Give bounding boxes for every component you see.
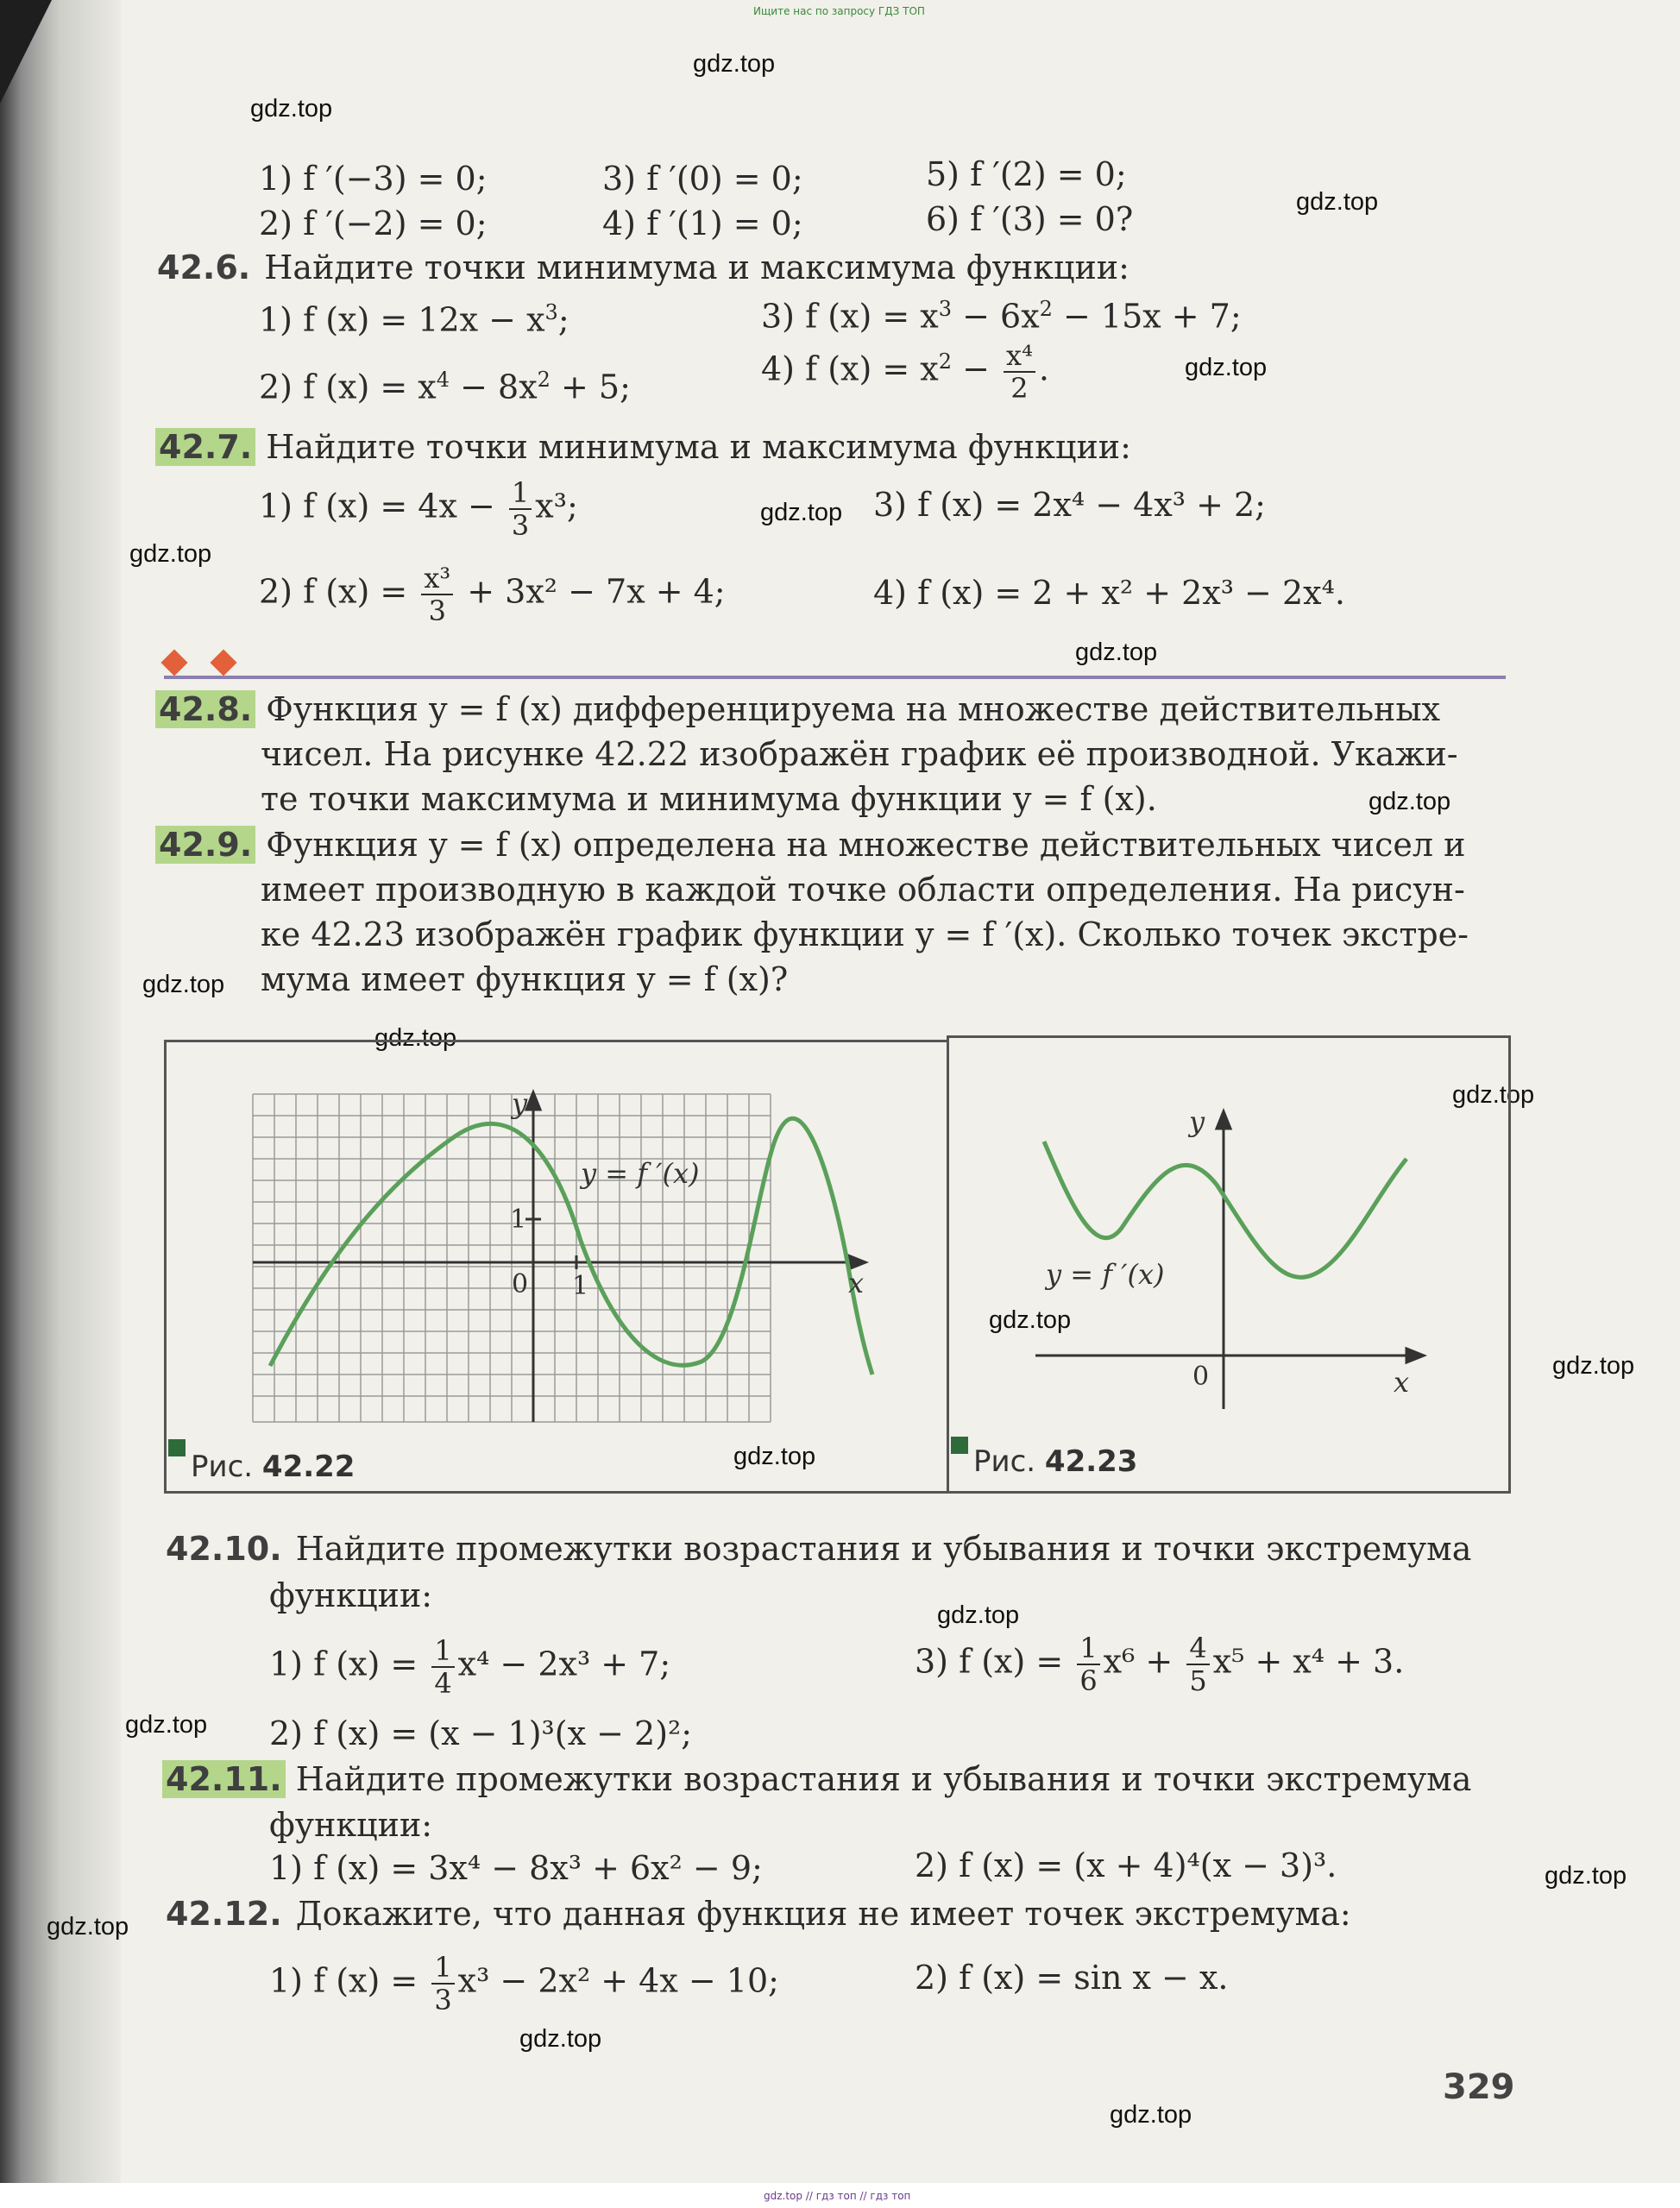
problem-42-7-a1: 1) f (x) = 4x − $\frac{1}{3}$ x³; [259,476,578,542]
x-axis-label: x [848,1267,865,1299]
watermark: gdz.top [693,50,776,78]
x-axis-label: x [1394,1366,1410,1399]
problem-42-7-heading [155,428,1131,466]
problem-42-7-a4: 4) f (x) = 2 + x² + 2x³ − 2x⁴. [873,574,1345,612]
problem-42-11-a1: 1) f (x) = 3x⁴ − 8x³ + 6x² − 9; [269,1849,763,1887]
problem-42-12-a2: 2) f (x) = sin x − x. [915,1959,1229,1997]
problem-42-6-heading [154,248,1129,286]
y-axis-label: y [1189,1105,1205,1138]
problem-42-6-a4: 4) f $(x) = x^2$ − $\frac{\text{x⁴}}{2}$ . [761,339,1049,405]
problem-42-6-a1: 1) f $(x) = 12x - x^3$; [259,300,569,339]
watermark: gdz.top [1110,2101,1192,2129]
figure-42-22 [164,1040,949,1494]
watermark: gdz.top [142,971,225,998]
watermark: gdz.top [733,1443,816,1470]
figure-caption: Рис. 42.22 [191,1450,356,1484]
problem-42-8-line3: те точки максимума и минимума функции y = f (x). [261,780,1157,818]
problem-42-7-a2: 2) f (x) = $\frac{\text{x³}}{3}$ + 3x² − 7x + 4; [259,562,726,627]
top-note: Ищите нас по запросу ГДЗ ТОП [753,5,925,17]
problem-42-11-line2: функции: [269,1806,433,1844]
problem-42-12-line1: 42.12. Докажите, что данная функция не имеет точек экстремума: [162,1895,1351,1933]
problem-number: 42.11. [162,1760,286,1798]
watermark: gdz.top [1185,354,1268,381]
y-axis-arrow-icon [526,1092,540,1110]
problem-42-10-line1: 42.10. Найдите промежутки возрастания и убывания и точки экстремума [162,1530,1471,1568]
origin-label: 0 [1192,1362,1210,1392]
book-corner [0,0,52,104]
problem-42-10-a2: 2) f (x) = (x − 1)³(x − 2)²; [269,1714,693,1752]
problem-42-11-a2: 2) f (x) = (x + 4)⁴(x − 3)³. [915,1846,1337,1884]
intro-item: 6) f ′(3) = 0? [926,200,1134,238]
fraction: $\frac{\text{x⁴}}{2}$ [1004,340,1035,404]
problem-number: 42.12. [166,1895,282,1933]
problem-number: 42.7. [155,428,255,466]
intro-item: 3) f ′(0) = 0; [602,160,803,198]
watermark: gdz.top [1296,188,1379,216]
book-spine-shadow [0,0,121,2208]
graph-42-22 [167,1042,947,1491]
graph-42-23 [949,1038,1508,1491]
watermark: gdz.top [760,499,843,526]
derivative-curve [1044,1142,1406,1277]
watermark: gdz.top [519,2025,602,2053]
problem-42-10-line2: функции: [269,1576,433,1614]
problem-42-9-line4: мума имеет функция y = f (x)? [261,960,789,998]
watermark: gdz.top [1452,1081,1535,1109]
fraction: $\frac{4}{5}$ [1186,1632,1209,1696]
bottom-note: gdz.top // гдз топ // гдз топ [764,2190,911,2202]
problem-42-7-a3: 3) f (x) = 2x⁴ − 4x³ + 2; [873,486,1266,524]
y-axis-label: y [512,1087,528,1120]
problem-42-9-line3: ке 42.23 изображён график функции y = f ′(x). Сколько точек экстре- [261,915,1469,953]
curve-label: y = f ′(x) [1046,1258,1165,1291]
fraction: $\frac{1}{3}$ [431,1952,454,2016]
curve-label: y = f ′(x) [581,1157,700,1190]
watermark: gdz.top [937,1601,1020,1629]
problem-42-8-line1: 42.8. Функция y = f (x) дифференцируема на множестве действительных [155,690,1440,728]
problem-number: 42.9. [155,826,255,864]
intro-item: 2) f ′(−2) = 0; [259,204,488,242]
intro-item: 5) f ′(2) = 0; [926,155,1127,193]
fraction: $\frac{1}{4}$ [431,1635,454,1699]
problem-42-9-line1: 42.9. Функция y = f (x) определена на множестве действительных чисел и [155,826,1465,864]
figure-caption: Рис. 42.23 [973,1444,1138,1479]
watermark: gdz.top [989,1306,1072,1334]
caption-marker-icon [168,1439,186,1456]
intro-item: 1) f ′(−3) = 0; [259,160,488,198]
fraction: $\frac{1}{6}$ [1077,1632,1099,1696]
watermark: gdz.top [125,1711,208,1739]
problem-text: Найдите точки минимума и максимума функции: [266,428,1131,466]
intro-item: 4) f ′(1) = 0; [602,204,803,242]
caption-marker-icon [951,1437,968,1454]
fraction: $\frac{\text{x³}}{3}$ [421,563,453,626]
x-axis-arrow-icon [1406,1349,1424,1362]
problem-42-6-a3: 3) f $(x) = x^3 - 6x^2 - 15x + 7$; [761,297,1242,336]
problem-42-12-a1: 1) f (x) = $\frac{1}{3}$ x³ − 2x² + 4x − 10; [269,1951,779,2016]
watermark: gdz.top [1545,1862,1627,1890]
watermark: gdz.top [250,95,333,123]
y-axis-arrow-icon [1217,1111,1230,1129]
y-unit-label: 1 [510,1205,527,1235]
figure-42-23 [947,1035,1511,1494]
watermark: gdz.top [47,1913,129,1941]
origin-label: 0 [512,1269,529,1299]
fraction: $\frac{1}{3}$ [509,477,532,541]
problem-42-10-a3: 3) f (x) = $\frac{1}{6}$ x⁶ + $\frac{4}{5}$ x⁵ + x⁴ + 3. [915,1632,1405,1697]
watermark: gdz.top [374,1024,457,1052]
problem-42-11-line1: 42.11. Найдите промежутки возрастания и убывания и точки экстремума [162,1760,1471,1798]
problem-42-6-a2: 2) f $(x) = x^4 - 8x^2 + 5$; [259,368,631,406]
watermark: gdz.top [1552,1352,1635,1380]
problem-42-9-line2: имеет производную в каждой точке области определения. На рисун- [261,871,1465,909]
problem-number: 42.10. [166,1530,282,1568]
watermark: gdz.top [129,540,212,568]
problem-42-8-line2: чисел. На рисунке 42.22 изображён график её производной. Укажи- [261,735,1458,773]
problem-text: Найдите точки минимума и максимума функции: [264,248,1129,286]
page-number: 329 [1443,2067,1515,2107]
problem-42-10-a1: 1) f (x) = $\frac{1}{4}$ x⁴ − 2x³ + 7; [269,1634,671,1700]
difficulty-diamond-icon [210,649,236,676]
watermark: gdz.top [1075,638,1158,666]
problem-number: 42.8. [155,690,255,728]
problem-number: 42.6. [157,248,251,286]
x-unit-label: 1 [572,1271,589,1301]
difficulty-diamond-icon [160,649,187,676]
watermark: gdz.top [1369,788,1451,815]
section-divider [164,676,1506,679]
